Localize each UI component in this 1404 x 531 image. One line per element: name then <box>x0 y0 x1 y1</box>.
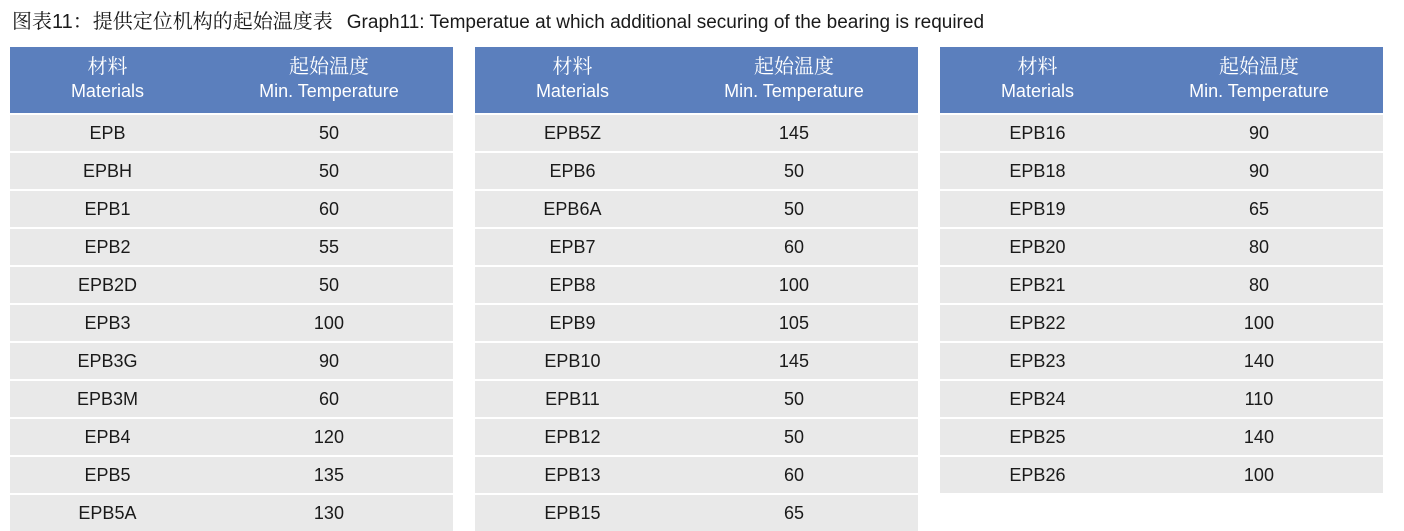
header-row <box>10 47 453 114</box>
table-row <box>940 190 1383 228</box>
tables-container <box>10 47 1394 531</box>
header-material-english: Materials <box>535 81 609 101</box>
table-row <box>10 380 453 418</box>
cell-temperature: 100 <box>1135 304 1383 342</box>
header-row <box>475 47 918 114</box>
header-material-english: Materials <box>1000 81 1074 101</box>
cell-material: EPB5 <box>10 456 205 494</box>
temperature-table-3 <box>940 47 1383 493</box>
cell-material: EPB18 <box>940 152 1135 190</box>
table-row <box>940 380 1383 418</box>
table-row <box>940 418 1383 456</box>
table-row <box>10 266 453 304</box>
cell-temperature: 120 <box>205 418 453 456</box>
cell-material: EPBH <box>10 152 205 190</box>
cell-material: EPB19 <box>940 190 1135 228</box>
header-temperature-chinese: 起始温度 <box>288 56 369 78</box>
cell-material: EPB12 <box>475 418 670 456</box>
cell-material: EPB2 <box>10 228 205 266</box>
table-row <box>940 456 1383 493</box>
table-row <box>475 228 918 266</box>
cell-material: EPB6 <box>475 152 670 190</box>
header-row <box>940 47 1383 114</box>
cell-material: EPB1 <box>10 190 205 228</box>
table-row <box>475 342 918 380</box>
cell-material: EPB3M <box>10 380 205 418</box>
cell-temperature: 60 <box>670 228 918 266</box>
header-temperature-english: Min. Temperature <box>724 81 864 101</box>
cell-temperature: 50 <box>205 114 453 152</box>
cell-material: EPB22 <box>940 304 1135 342</box>
cell-temperature: 65 <box>1135 190 1383 228</box>
cell-temperature: 60 <box>205 190 453 228</box>
table-row <box>475 494 918 531</box>
table-row <box>940 114 1383 152</box>
cell-material: EPB21 <box>940 266 1135 304</box>
table-row <box>10 190 453 228</box>
cell-material: EPB3 <box>10 304 205 342</box>
cell-temperature: 50 <box>670 418 918 456</box>
cell-material: EPB <box>10 114 205 152</box>
cell-temperature: 80 <box>1135 266 1383 304</box>
table-row <box>475 456 918 494</box>
header-temperature-english: Min. Temperature <box>1189 81 1329 101</box>
cell-material: EPB26 <box>940 456 1135 493</box>
table-row <box>475 190 918 228</box>
table-row <box>10 456 453 494</box>
header-cell-temperature <box>1135 47 1383 114</box>
table-row <box>475 266 918 304</box>
cell-temperature: 100 <box>670 266 918 304</box>
cell-material: EPB15 <box>475 494 670 531</box>
table-row <box>940 342 1383 380</box>
cell-material: EPB7 <box>475 228 670 266</box>
table-row <box>10 152 453 190</box>
cell-temperature: 50 <box>670 152 918 190</box>
cell-temperature: 55 <box>205 228 453 266</box>
table-row <box>475 152 918 190</box>
cell-material: EPB3G <box>10 342 205 380</box>
table-row <box>475 304 918 342</box>
table-body <box>475 114 918 531</box>
table-body <box>940 114 1383 493</box>
caption-english: Graph11: Temperatue at which additional securing of the bearing is required <box>346 12 985 33</box>
header-cell-temperature <box>205 47 453 114</box>
header-temperature-chinese: 起始温度 <box>1218 56 1299 78</box>
table-row <box>940 228 1383 266</box>
cell-temperature: 145 <box>670 114 918 152</box>
cell-material: EPB5Z <box>475 114 670 152</box>
table-body <box>10 114 453 531</box>
cell-material: EPB5A <box>10 494 205 531</box>
cell-temperature: 140 <box>1135 418 1383 456</box>
cell-temperature: 145 <box>670 342 918 380</box>
table-row <box>475 418 918 456</box>
table-row <box>940 304 1383 342</box>
cell-temperature: 100 <box>1135 456 1383 493</box>
cell-material: EPB13 <box>475 456 670 494</box>
table-row <box>10 418 453 456</box>
cell-temperature: 65 <box>670 494 918 531</box>
table-header <box>475 47 918 114</box>
table-row <box>10 304 453 342</box>
cell-temperature: 50 <box>670 380 918 418</box>
table-row <box>10 114 453 152</box>
cell-material: EPB16 <box>940 114 1135 152</box>
table-row <box>10 494 453 531</box>
cell-temperature: 90 <box>205 342 453 380</box>
table-header <box>940 47 1383 114</box>
cell-temperature: 90 <box>1135 114 1383 152</box>
table-row <box>10 342 453 380</box>
cell-material: EPB8 <box>475 266 670 304</box>
header-material-chinese: 材料 <box>87 56 128 78</box>
cell-material: EPB6A <box>475 190 670 228</box>
header-cell-material <box>10 47 205 114</box>
header-temperature-chinese: 起始温度 <box>753 56 834 78</box>
cell-temperature: 105 <box>670 304 918 342</box>
table-row <box>940 152 1383 190</box>
header-material-english: Materials <box>70 81 144 101</box>
header-cell-material <box>475 47 670 114</box>
cell-material: EPB9 <box>475 304 670 342</box>
cell-temperature: 110 <box>1135 380 1383 418</box>
header-material-chinese: 材料 <box>1017 56 1058 78</box>
table-row <box>940 266 1383 304</box>
cell-material: EPB11 <box>475 380 670 418</box>
cell-material: EPB25 <box>940 418 1135 456</box>
cell-temperature: 140 <box>1135 342 1383 380</box>
cell-material: EPB2D <box>10 266 205 304</box>
temperature-table-1 <box>10 47 453 531</box>
cell-material: EPB24 <box>940 380 1135 418</box>
cell-temperature: 50 <box>205 152 453 190</box>
cell-material: EPB4 <box>10 418 205 456</box>
table-row <box>10 228 453 266</box>
cell-temperature: 135 <box>205 456 453 494</box>
header-material-chinese: 材料 <box>552 56 593 78</box>
cell-temperature: 60 <box>205 380 453 418</box>
figure-caption <box>12 8 1394 37</box>
cell-material: EPB10 <box>475 342 670 380</box>
cell-temperature: 50 <box>205 266 453 304</box>
header-cell-material <box>940 47 1135 114</box>
cell-temperature: 50 <box>670 190 918 228</box>
cell-temperature: 80 <box>1135 228 1383 266</box>
cell-temperature: 130 <box>205 494 453 531</box>
header-temperature-english: Min. Temperature <box>259 81 399 101</box>
temperature-table-2 <box>475 47 918 531</box>
cell-material: EPB20 <box>940 228 1135 266</box>
cell-temperature: 60 <box>670 456 918 494</box>
table-row <box>475 114 918 152</box>
caption-chinese: 图表11：提供定位机构的起始温度表 <box>12 11 333 33</box>
header-cell-temperature <box>670 47 918 114</box>
table-header <box>10 47 453 114</box>
cell-temperature: 100 <box>205 304 453 342</box>
table-row <box>475 380 918 418</box>
cell-temperature: 90 <box>1135 152 1383 190</box>
cell-material: EPB23 <box>940 342 1135 380</box>
